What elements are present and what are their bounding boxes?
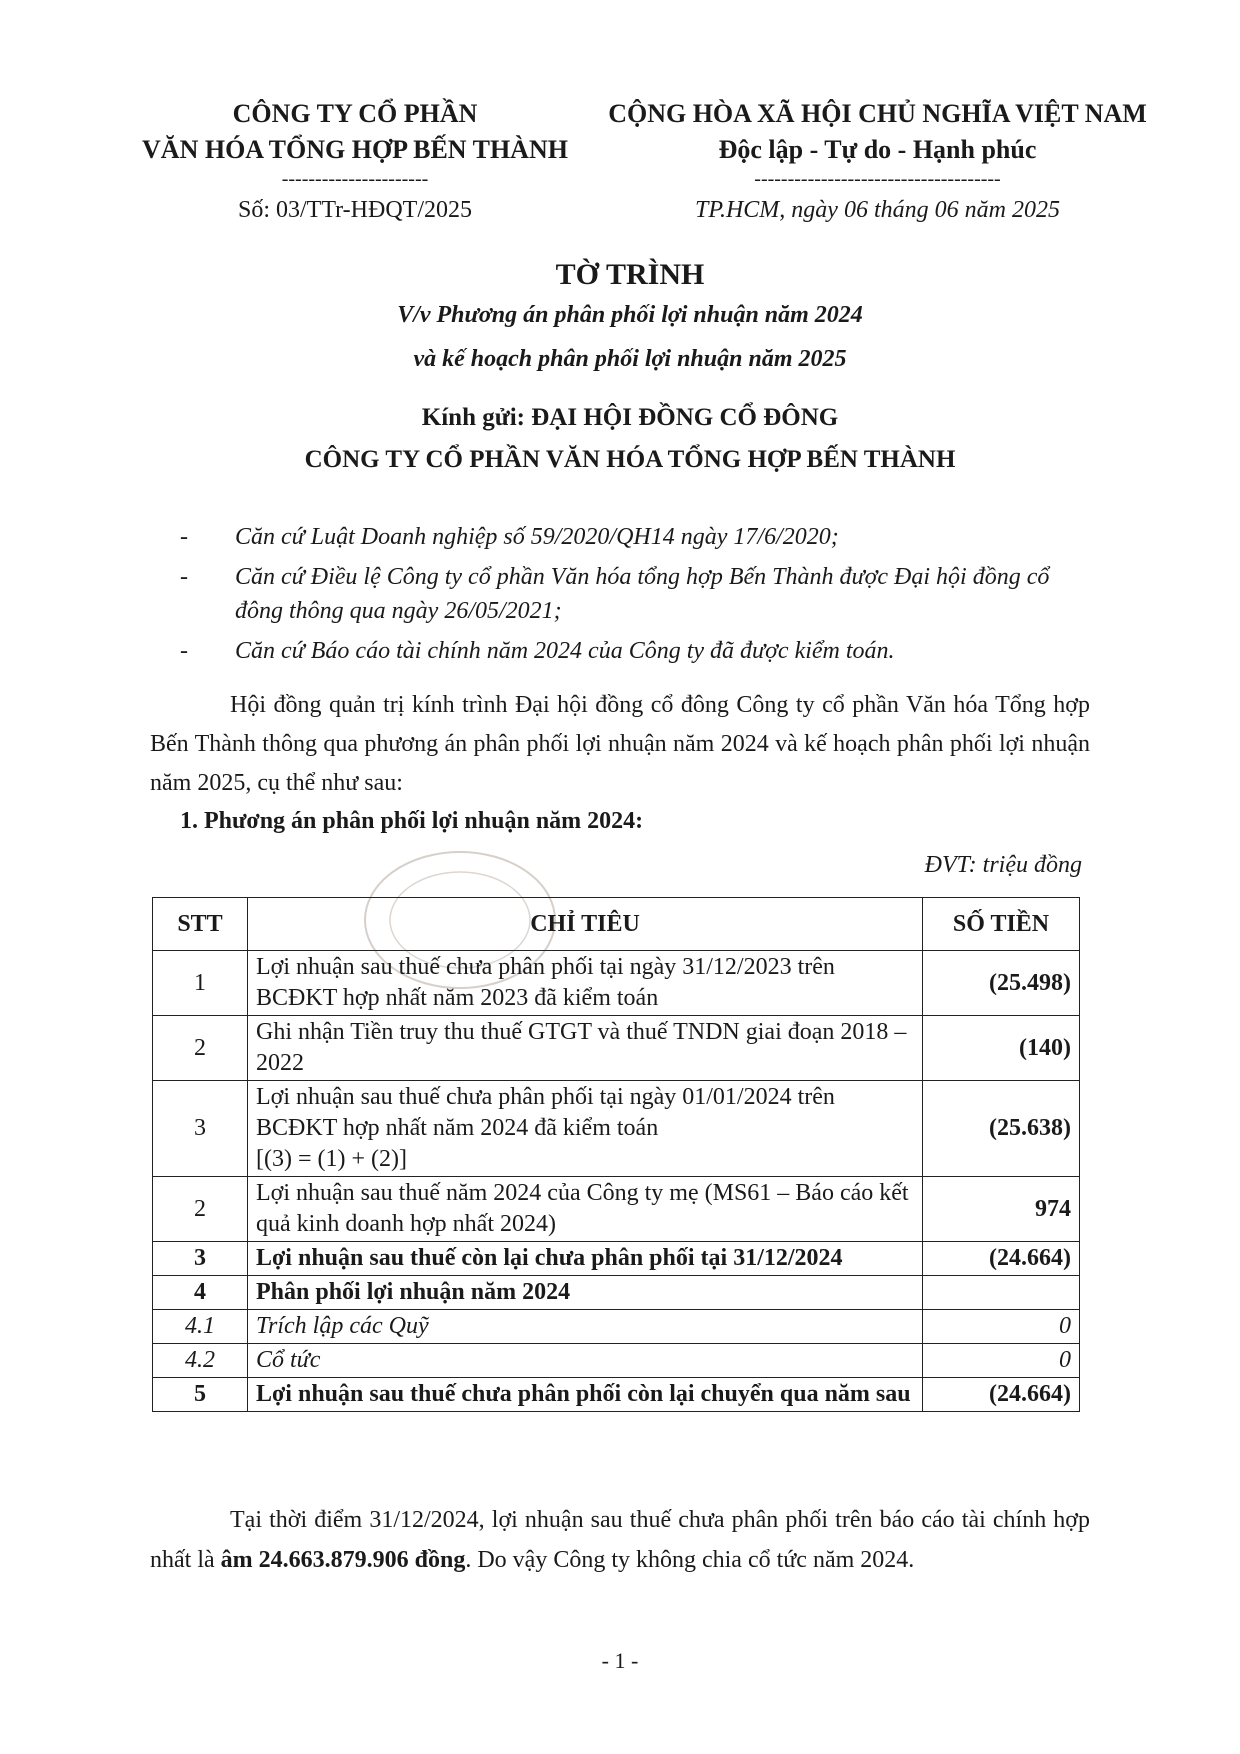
document-date: TP.HCM, ngày 06 tháng 06 năm 2025 bbox=[695, 197, 1060, 223]
basis-item: - Căn cứ Báo cáo tài chính năm 2024 của Công ty đã được kiểm toán. bbox=[190, 634, 1090, 668]
row-amount: (140) bbox=[923, 1016, 1080, 1081]
row-indicator: Lợi nhuận sau thuế còn lại chưa phân phối tại 31/12/2024 bbox=[248, 1242, 923, 1276]
basis-text: Căn cứ Luật Doanh nghiệp số 59/2020/QH14 ngày 17/6/2020; bbox=[235, 524, 839, 550]
country-divider: ------------------------------------- bbox=[754, 168, 1001, 190]
page-number: - 1 - bbox=[601, 1648, 639, 1673]
company-line-1: CÔNG TY CỔ PHẦN bbox=[232, 99, 478, 128]
row-stt: 4.1 bbox=[153, 1310, 248, 1344]
row-amount bbox=[923, 1276, 1080, 1310]
table-row bbox=[153, 1276, 1080, 1310]
row-indicator-formula: [(3) = (1) + (2)] bbox=[256, 1146, 408, 1172]
document-title: TỜ TRÌNH bbox=[555, 258, 705, 291]
row-amount: (25.498) bbox=[923, 951, 1080, 1016]
document-subject-line-2: và kế hoạch phân phối lợi nhuận năm 2025 bbox=[413, 346, 847, 372]
row-indicator: Lợi nhuận sau thuế chưa phân phối còn lại chuyển qua năm sau bbox=[248, 1378, 923, 1412]
row-indicator: Trích lập các Quỹ bbox=[248, 1310, 923, 1344]
row-indicator: Lợi nhuận sau thuế chưa phân phối tại ngày 01/01/2024 trên BCĐKT hợp nhất năm 2024 đã kiểm toán bbox=[256, 1084, 835, 1141]
section-1-heading: 1. Phương án phân phối lợi nhuận năm 2024: bbox=[180, 808, 644, 834]
row-amount: (25.638) bbox=[923, 1081, 1080, 1177]
company-header bbox=[110, 96, 600, 230]
company-line-2: VĂN HÓA TỔNG HỢP BẾN THÀNH bbox=[142, 135, 568, 164]
document-subject-line-1: V/v Phương án phân phối lợi nhuận năm 2024 bbox=[397, 302, 863, 328]
conclusion-text-2: . Do vậy Công ty không chia cổ tức năm 2024. bbox=[465, 1547, 915, 1573]
row-amount: 0 bbox=[923, 1310, 1080, 1344]
row-indicator: Cổ tức bbox=[248, 1344, 923, 1378]
table-row bbox=[153, 951, 1080, 1016]
profit-distribution-table bbox=[152, 897, 1080, 1412]
row-stt: 2 bbox=[153, 1016, 248, 1081]
conclusion-amount: âm 24.663.879.906 đồng bbox=[220, 1547, 466, 1573]
conclusion-text-1: Tại thời điểm 31/12/2024, lợi nhuận sau thuế chưa phân phối trên báo cáo tài chính hợp nhất là bbox=[150, 1507, 1090, 1573]
conclusion-paragraph bbox=[150, 1500, 1090, 1580]
header-stt: STT bbox=[153, 898, 248, 951]
basis-text: Căn cứ Báo cáo tài chính năm 2024 của Công ty đã được kiểm toán. bbox=[235, 638, 895, 664]
table-row bbox=[153, 1242, 1080, 1276]
row-amount: 974 bbox=[923, 1177, 1080, 1242]
basis-text: Căn cứ Điều lệ Công ty cổ phần Văn hóa tổng hợp Bến Thành được Đại hội đồng cổ đông thông qua ngày 26/05/2021; bbox=[235, 564, 1050, 624]
row-indicator: Phân phối lợi nhuận năm 2024 bbox=[248, 1276, 923, 1310]
table-row bbox=[153, 1378, 1080, 1412]
row-amount: (24.664) bbox=[923, 1378, 1080, 1412]
row-stt: 1 bbox=[153, 951, 248, 1016]
table-row bbox=[153, 1344, 1080, 1378]
header-amount: SỐ TIỀN bbox=[923, 898, 1080, 951]
unit-label: ĐVT: triệu đồng bbox=[924, 852, 1082, 878]
row-stt: 4.2 bbox=[153, 1344, 248, 1378]
table-row bbox=[153, 1016, 1080, 1081]
document-number: Số: 03/TTr-HĐQT/2025 bbox=[238, 197, 472, 223]
basis-item: - Căn cứ Điều lệ Công ty cổ phần Văn hóa tổng hợp Bến Thành được Đại hội đồng cổ đông thông qua ngày 26/05/2021; bbox=[190, 560, 1090, 628]
row-amount: 0 bbox=[923, 1344, 1080, 1378]
country-header bbox=[600, 96, 1155, 230]
row-indicator-cell bbox=[248, 1081, 923, 1177]
table-row bbox=[153, 1310, 1080, 1344]
row-stt: 3 bbox=[153, 1242, 248, 1276]
intro-paragraph: Hội đồng quản trị kính trình Đại hội đồng cổ đông Công ty cổ phần Văn hóa Tổng hợp Bến Thành thông qua phương án phân phối lợi nhuận năm 2024 và kế hoạch phân phối lợi nhuận năm 2025, cụ thể như sau: bbox=[150, 692, 1090, 796]
recipient-line-2: CÔNG TY CỔ PHẦN VĂN HÓA TỔNG HỢP BẾN THÀNH bbox=[304, 446, 956, 473]
row-stt: 2 bbox=[153, 1177, 248, 1242]
table-row bbox=[153, 1177, 1080, 1242]
country-line-1: CỘNG HÒA XÃ HỘI CHỦ NGHĨA VIỆT NAM bbox=[608, 99, 1147, 128]
row-stt: 4 bbox=[153, 1276, 248, 1310]
row-stt: 3 bbox=[153, 1081, 248, 1177]
recipient-line-1: Kính gửi: ĐẠI HỘI ĐỒNG CỔ ĐÔNG bbox=[421, 404, 839, 431]
row-indicator: Lợi nhuận sau thuế năm 2024 của Công ty mẹ (MS61 – Báo cáo kết quả kinh doanh hợp nhất 2024) bbox=[248, 1177, 923, 1242]
header-indicator: CHỈ TIÊU bbox=[248, 898, 923, 951]
row-indicator: Ghi nhận Tiền truy thu thuế GTGT và thuế TNDN giai đoạn 2018 – 2022 bbox=[248, 1016, 923, 1081]
country-line-2: Độc lập - Tự do - Hạnh phúc bbox=[718, 135, 1037, 164]
table-header-row bbox=[153, 898, 1080, 951]
basis-item: - Căn cứ Luật Doanh nghiệp số 59/2020/QH14 ngày 17/6/2020; bbox=[190, 520, 1090, 554]
row-indicator: Lợi nhuận sau thuế chưa phân phối tại ngày 31/12/2023 trên BCĐKT hợp nhất năm 2023 đã kiểm toán bbox=[248, 951, 923, 1016]
table-row bbox=[153, 1081, 1080, 1177]
row-amount: (24.664) bbox=[923, 1242, 1080, 1276]
company-divider: ---------------------- bbox=[281, 168, 429, 190]
row-stt: 5 bbox=[153, 1378, 248, 1412]
